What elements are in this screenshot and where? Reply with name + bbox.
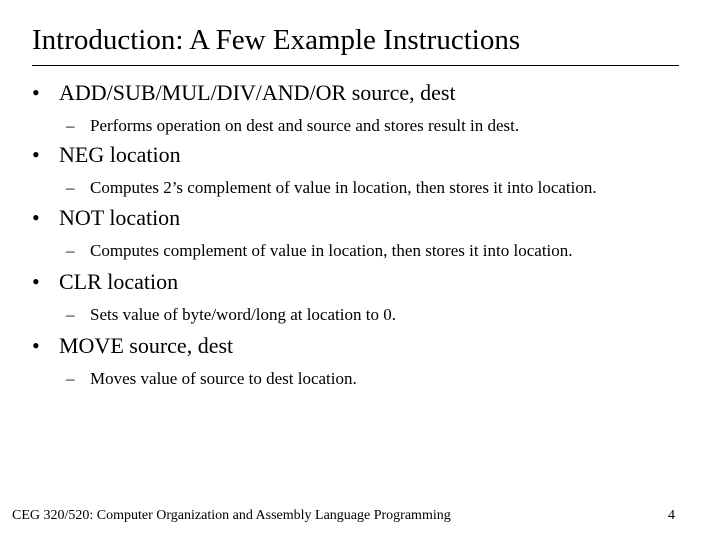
bullet-text: NEG location [59,142,181,167]
bullet-icon: • [32,269,40,294]
bullet-text: NOT location [59,205,181,230]
footer-course-title: CEG 320/520: Computer Organization and Assembly Language Programming [12,508,451,523]
sub-bullet-text: Moves value of source to dest location. [90,369,357,388]
sub-bullet-text: Sets value of byte/word/long at location to 0. [90,305,396,324]
dash-icon: – [66,305,75,324]
bullet-icon: • [32,333,40,358]
bullet-text: ADD/SUB/MUL/DIV/AND/OR source, dest [59,80,456,105]
dash-icon: – [66,178,75,197]
dash-icon: – [66,116,75,135]
bullet-icon: • [32,205,40,230]
footer-page-number: 4 [668,508,675,523]
sub-bullet-text: Computes 2’s complement of value in location, then stores it into location. [90,178,597,197]
sub-bullet-text: Computes complement of value in location, then stores it into location. [90,241,573,260]
dash-icon: – [66,241,75,260]
dash-icon: – [66,369,75,388]
bullet-text: CLR location [59,269,179,294]
title-underline [32,65,679,66]
bullet-icon: • [32,80,40,105]
bullet-text: MOVE source, dest [59,333,234,358]
sub-bullet-text: Performs operation on dest and source and stores result in dest. [90,116,520,135]
slide-title: Introduction: A Few Example Instructions [32,24,521,56]
bullet-icon: • [32,142,40,167]
